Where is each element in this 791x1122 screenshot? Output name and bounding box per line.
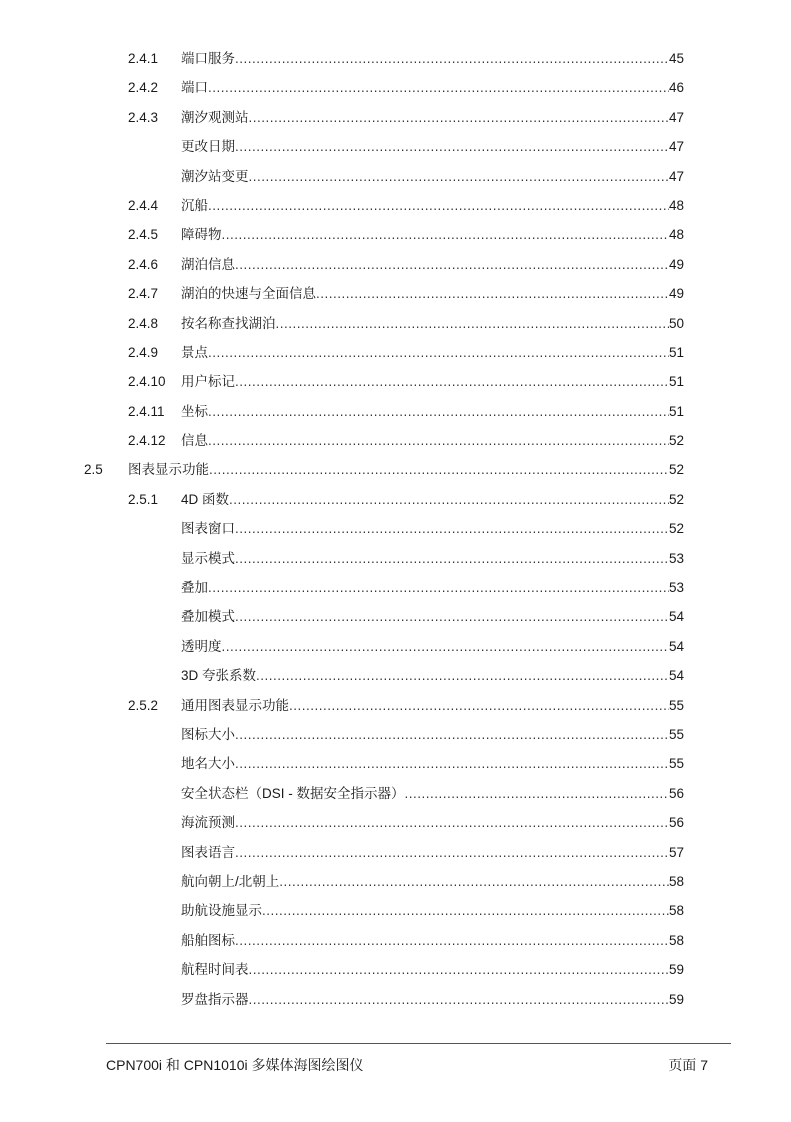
toc-entry-title: 信息 [181, 433, 208, 449]
toc-entry-title: 海流预测 [181, 815, 235, 831]
footer-document-title: CPN700i 和 CPN1010i 多媒体海图绘图仪 [106, 1057, 364, 1073]
toc-entry[interactable] [0, 691, 791, 720]
toc-dot-leader [235, 602, 669, 631]
toc-entry-title: 沉船 [181, 197, 208, 213]
toc-dot-leader [316, 279, 669, 308]
toc-dot-leader [249, 985, 669, 1014]
toc-entry-line [181, 573, 684, 602]
toc-entry[interactable] [0, 191, 791, 220]
toc-entry[interactable] [0, 838, 791, 867]
toc-entry-line [181, 602, 684, 631]
toc-entry-line [181, 838, 684, 867]
toc-dot-leader [208, 191, 669, 220]
toc-entry[interactable] [0, 455, 791, 484]
toc-dot-leader [249, 162, 669, 191]
toc-entry-page: 54 [668, 638, 684, 654]
toc-entry-page: 48 [668, 227, 684, 243]
toc-entry-line [181, 250, 684, 279]
toc-dot-leader [208, 573, 669, 602]
toc-entry-line [128, 455, 684, 484]
toc-entry-line [181, 544, 684, 573]
footer-divider [106, 1043, 731, 1044]
toc-entry-page: 52 [668, 491, 684, 507]
toc-entry-page: 52 [668, 521, 684, 537]
toc-entry-page: 49 [668, 286, 684, 302]
footer-page-number: 页面 7 [668, 1057, 708, 1073]
toc-entry-line [181, 338, 684, 367]
toc-dot-leader [208, 338, 669, 367]
toc-entry-title: 障碍物 [181, 227, 222, 243]
toc-entry[interactable] [0, 132, 791, 161]
toc-entry-line [181, 985, 684, 1014]
toc-entry-line [181, 749, 684, 778]
toc-entry[interactable] [0, 720, 791, 749]
toc-dot-leader [262, 896, 669, 925]
toc-entry-page: 55 [668, 697, 684, 713]
toc-entry-line [181, 926, 684, 955]
toc-dot-leader [208, 397, 669, 426]
toc-entry-number: 2.4.5 [128, 227, 159, 243]
toc-entry-page: 45 [668, 51, 684, 66]
toc-entry-number: 2.5 [84, 462, 103, 478]
toc-entry-number: 2.4.8 [128, 315, 159, 331]
toc-entry-page: 53 [668, 580, 684, 596]
toc-entry-title: 景点 [181, 344, 208, 360]
toc-entry[interactable] [0, 955, 791, 984]
toc-dot-leader [229, 485, 669, 514]
toc-entry-line [181, 132, 684, 161]
toc-entry-page: 54 [668, 668, 684, 684]
toc-entry-line [181, 896, 684, 925]
toc-entry-line [181, 426, 684, 455]
toc-entry-title: 航程时间表 [181, 962, 249, 978]
toc-entry-title: 3D 夸张系数 [181, 668, 257, 684]
toc-entry-page: 49 [668, 256, 684, 272]
toc-entry-page: 47 [668, 109, 684, 125]
toc-entry-line [181, 779, 684, 808]
toc-entry-number: 2.5.1 [128, 491, 159, 507]
toc-entry-line [181, 485, 684, 514]
toc-entry-page: 51 [668, 403, 684, 419]
toc-entry-title: 叠加模式 [181, 609, 235, 625]
toc-entry-line [181, 279, 684, 308]
toc-entry[interactable] [0, 779, 791, 808]
toc-entry[interactable] [0, 309, 791, 338]
toc-entry-title: 按名称查找湖泊 [181, 315, 276, 331]
toc-entry-title: 湖泊的快速与全面信息 [181, 286, 316, 302]
toc-entry[interactable] [0, 661, 791, 690]
toc-entry-line [181, 103, 684, 132]
toc-entry-line [181, 162, 684, 191]
toc-entry-title: 潮汐观测站 [181, 109, 249, 125]
toc-entry-line [181, 514, 684, 543]
toc-entry[interactable] [0, 220, 791, 249]
toc-entry-title: 端口服务 [181, 51, 235, 66]
toc-dot-leader [235, 926, 669, 955]
toc-entry-line [181, 73, 684, 102]
toc-dot-leader [235, 544, 669, 573]
toc-dot-leader [279, 867, 669, 896]
toc-entry-title: 叠加 [181, 580, 208, 596]
toc-entry[interactable] [0, 632, 791, 661]
toc-entry-title: 助航设施显示 [181, 903, 262, 919]
toc-entry[interactable] [0, 44, 791, 73]
toc-dot-leader [208, 426, 669, 455]
toc-entry-number: 2.5.2 [128, 697, 159, 713]
toc-entry-line [181, 397, 684, 426]
toc-entry-page: 55 [668, 726, 684, 742]
toc-entry-page: 53 [668, 550, 684, 566]
toc-entry-number: 2.4.11 [128, 403, 165, 419]
toc-entry-title: 安全状态栏（DSI - 数据安全指示器） [181, 785, 405, 801]
toc-entry-number: 2.4.10 [128, 374, 166, 390]
toc-entry[interactable] [0, 514, 791, 543]
toc-entry[interactable] [0, 162, 791, 191]
toc-entry[interactable] [0, 250, 791, 279]
toc-entry-page: 54 [668, 609, 684, 625]
toc-entry-number: 2.4.12 [128, 433, 166, 449]
toc-entry-title: 图标大小 [181, 726, 235, 742]
toc-entry-number: 2.4.6 [128, 256, 159, 272]
toc-dot-leader [289, 691, 669, 720]
toc-entry-number: 2.4.2 [128, 80, 159, 96]
toc-entry[interactable] [0, 367, 791, 396]
toc-entry-line [181, 720, 684, 749]
toc-dot-leader [235, 132, 669, 161]
toc-entry-page: 59 [668, 962, 684, 978]
toc-entry[interactable] [0, 426, 791, 455]
toc-entry-page: 59 [668, 991, 684, 1007]
toc-entry-number: 2.4.9 [128, 344, 159, 360]
toc-entry-page: 56 [668, 815, 684, 831]
toc-entry-page: 56 [668, 785, 684, 801]
toc-entry-page: 58 [668, 873, 684, 889]
toc-entry-title: 通用图表显示功能 [181, 697, 289, 713]
toc-dot-leader [235, 44, 669, 73]
toc-dot-leader [209, 455, 669, 484]
toc-entry[interactable] [0, 749, 791, 778]
toc-entry-page: 58 [668, 932, 684, 948]
toc-entry[interactable] [0, 896, 791, 925]
toc-dot-leader [235, 367, 669, 396]
toc-entry-title: 船舶图标 [181, 932, 235, 948]
toc-entry[interactable] [0, 544, 791, 573]
toc-entry-line [181, 191, 684, 220]
toc-dot-leader [235, 838, 669, 867]
toc-entry-title: 端口 [181, 80, 208, 96]
toc-entry-number: 2.4.3 [128, 109, 159, 125]
toc-entry-title: 图表窗口 [181, 521, 235, 537]
toc-entry-line [181, 661, 684, 690]
toc-entry[interactable] [0, 602, 791, 631]
toc-entry-title: 显示模式 [181, 550, 235, 566]
toc-entry-number: 2.4.1 [128, 51, 159, 66]
toc-entry-page: 48 [668, 197, 684, 213]
toc-entry-title: 用户标记 [181, 374, 235, 390]
toc-dot-leader [235, 720, 669, 749]
toc-entry[interactable] [0, 73, 791, 102]
toc-entry[interactable] [0, 279, 791, 308]
toc-entry-number: 2.4.7 [128, 286, 159, 302]
toc-dot-leader [235, 808, 669, 837]
toc-entry-title: 潮汐站变更 [181, 168, 249, 184]
toc-entry-title: 图表显示功能 [128, 462, 209, 478]
toc-entry-title: 罗盘指示器 [181, 991, 249, 1007]
toc-entry-page: 50 [668, 315, 684, 331]
toc-entry[interactable] [0, 985, 791, 1014]
toc-entry-line [181, 691, 684, 720]
toc-dot-leader [235, 749, 669, 778]
toc-entry-line [181, 632, 684, 661]
toc-entry[interactable] [0, 103, 791, 132]
toc-entry-title: 4D 函数 [181, 491, 230, 507]
toc-dot-leader [249, 955, 669, 984]
toc-entry[interactable] [0, 867, 791, 896]
toc-dot-leader [405, 779, 669, 808]
toc-entry-line [181, 367, 684, 396]
toc-entry-line [181, 955, 684, 984]
toc-dot-leader [235, 514, 669, 543]
toc-dot-leader [235, 250, 669, 279]
toc-dot-leader [222, 632, 669, 661]
toc-dot-leader [208, 73, 669, 102]
toc-entry-page: 51 [668, 374, 684, 390]
toc-entry[interactable] [0, 808, 791, 837]
toc-entry[interactable] [0, 338, 791, 367]
toc-entry-line [181, 220, 684, 249]
toc-entry-page: 51 [668, 344, 684, 360]
toc-entry-line [181, 309, 684, 338]
toc-entry[interactable] [0, 485, 791, 514]
toc-entry-page: 52 [668, 462, 684, 478]
table-of-contents [0, 44, 791, 1014]
toc-entry-title: 航向朝上/北朝上 [181, 873, 280, 889]
toc-entry[interactable] [0, 926, 791, 955]
toc-entry-title: 透明度 [181, 638, 222, 654]
toc-entry-page: 47 [668, 139, 684, 155]
toc-dot-leader [276, 309, 669, 338]
toc-entry-title: 坐标 [181, 403, 208, 419]
toc-entry-page: 46 [668, 80, 684, 96]
toc-entry-title: 更改日期 [181, 139, 235, 155]
toc-entry-title: 地名大小 [181, 756, 235, 772]
toc-entry-page: 58 [668, 903, 684, 919]
toc-entry-page: 47 [668, 168, 684, 184]
toc-entry-title: 图表语言 [181, 844, 235, 860]
toc-entry-page: 57 [668, 844, 684, 860]
toc-entry-title: 湖泊信息 [181, 256, 235, 272]
toc-entry-number: 2.4.4 [128, 197, 159, 213]
toc-dot-leader [249, 103, 669, 132]
toc-entry-line [181, 44, 684, 73]
toc-entry-page: 52 [668, 433, 684, 449]
toc-entry-page: 55 [668, 756, 684, 772]
toc-entry[interactable] [0, 397, 791, 426]
toc-dot-leader [222, 220, 669, 249]
toc-entry-line [181, 808, 684, 837]
toc-dot-leader [256, 661, 669, 690]
toc-entry-line [181, 867, 684, 896]
toc-entry[interactable] [0, 573, 791, 602]
